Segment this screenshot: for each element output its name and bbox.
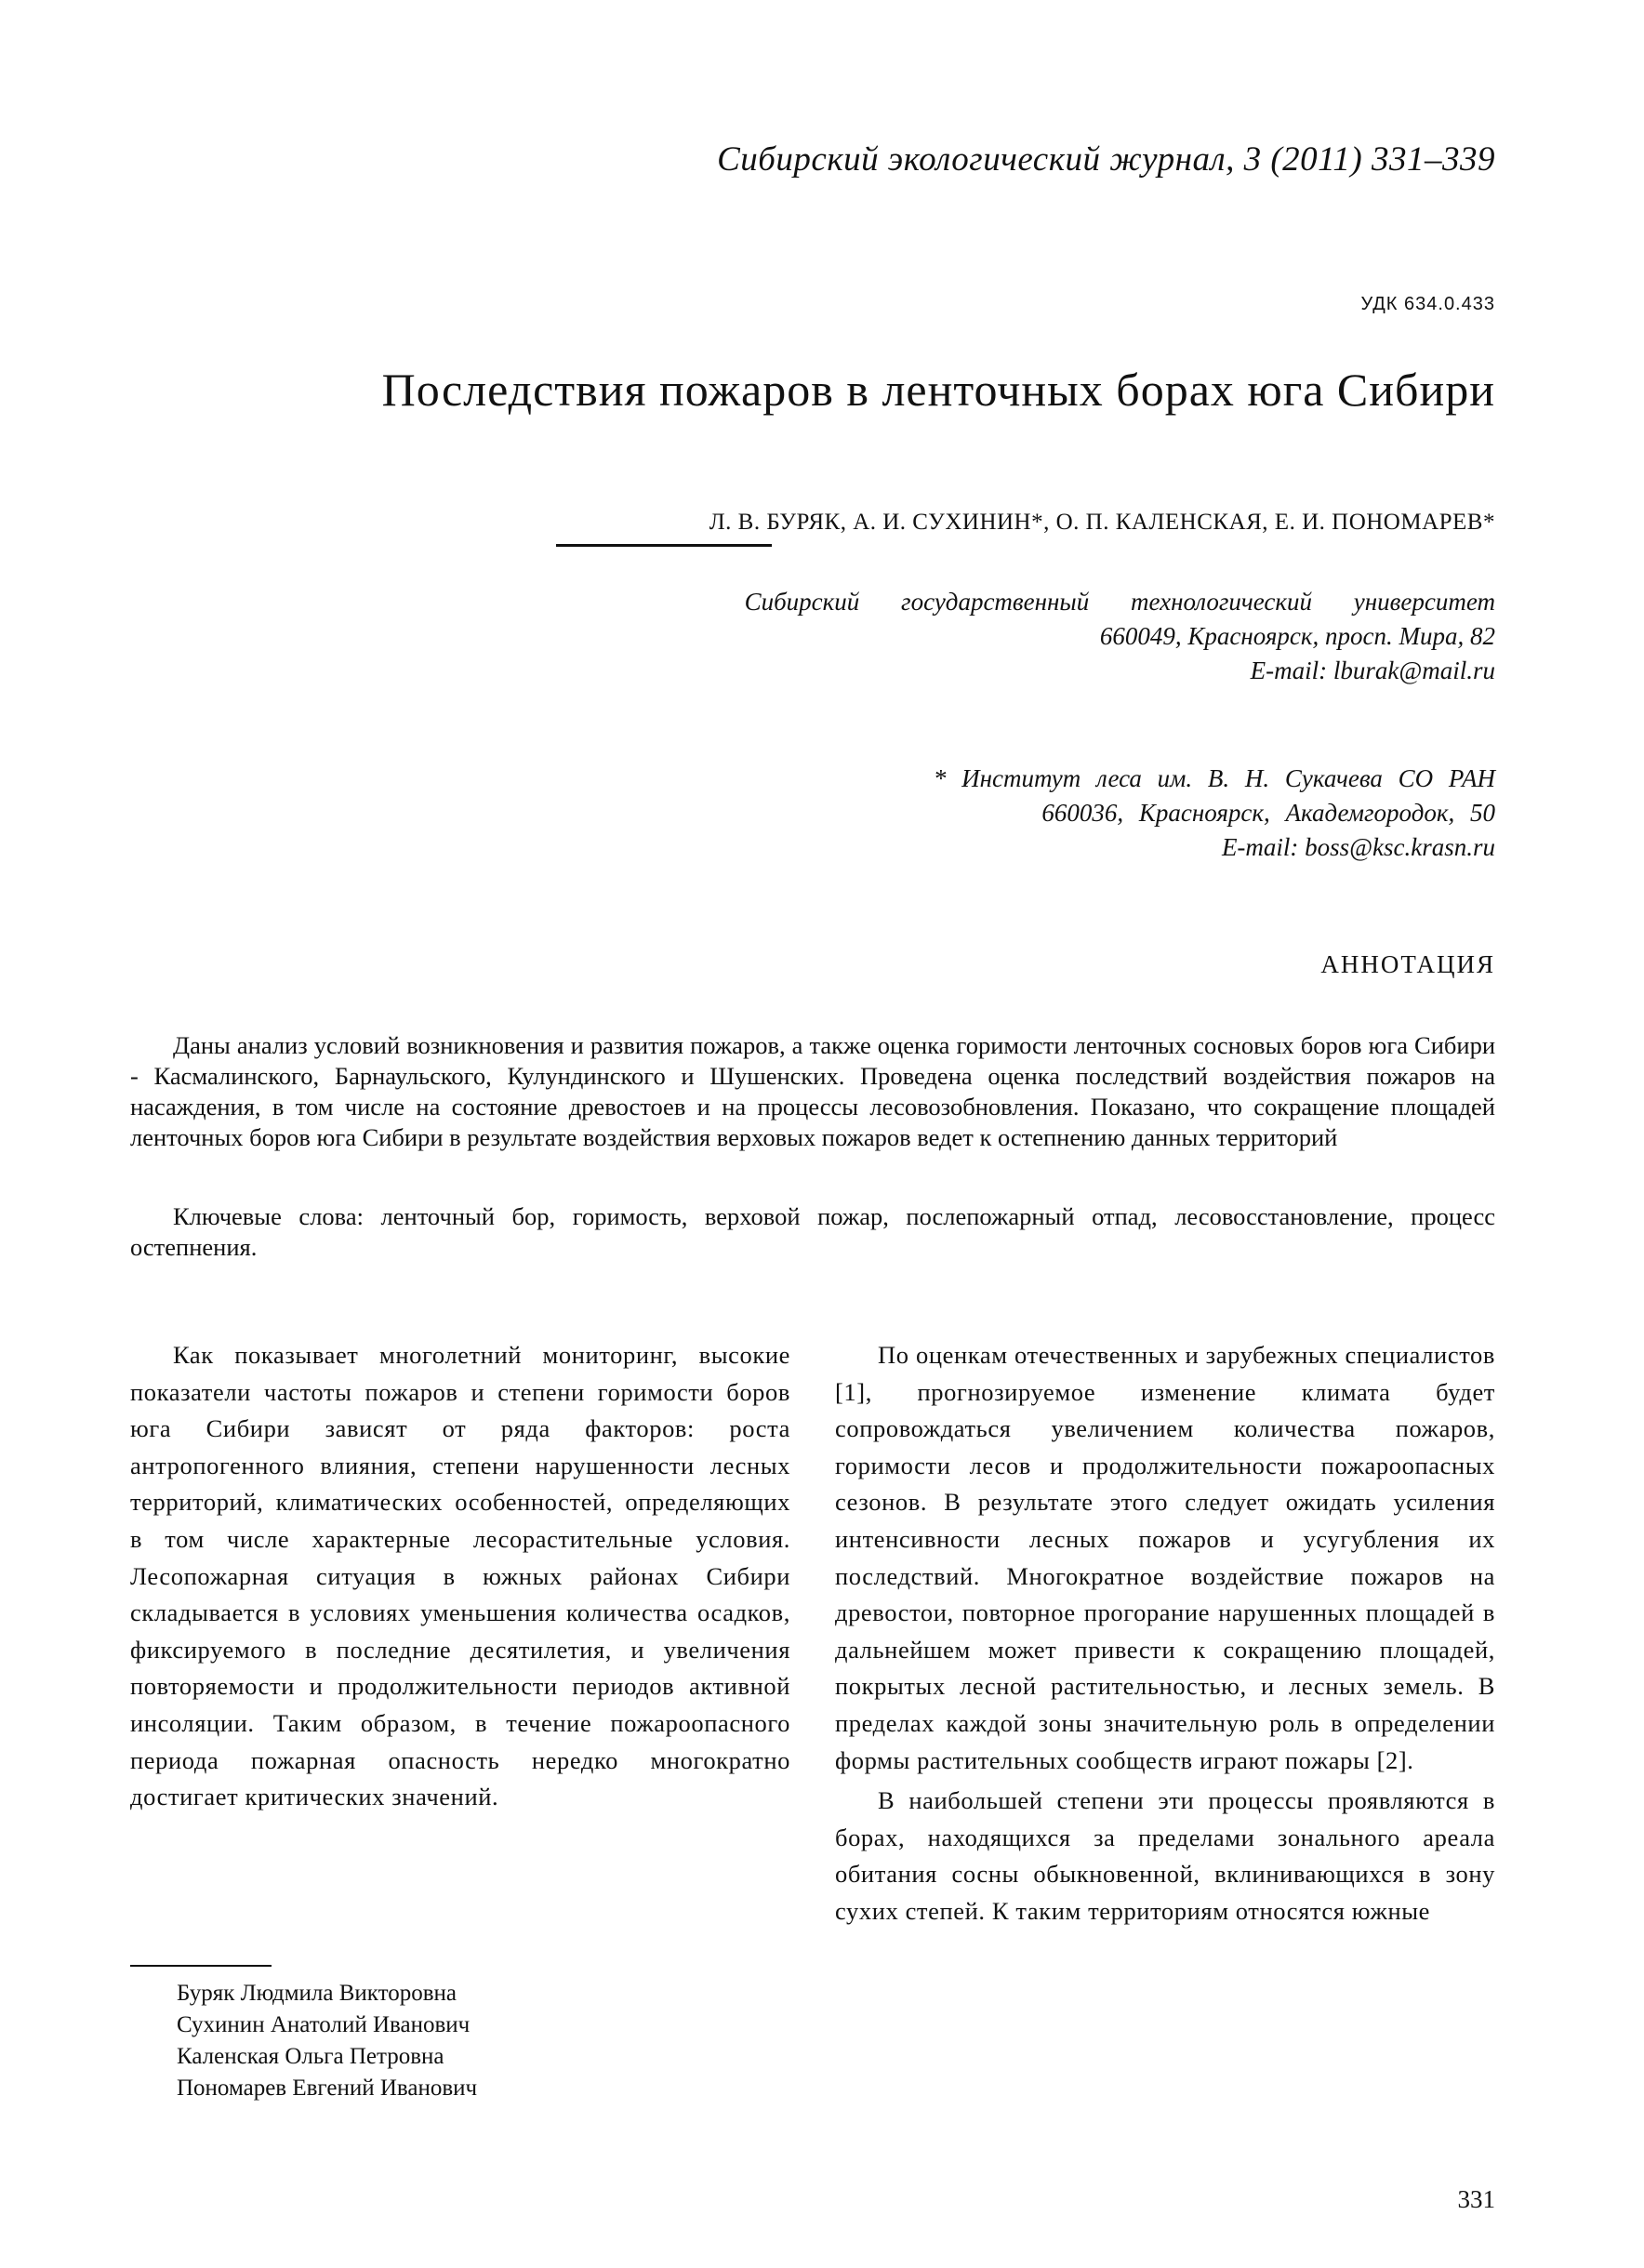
- body-column-left: [130, 1337, 790, 1816]
- affiliation-2: [934, 764, 1495, 862]
- udk-code: УДК 634.0.433: [1360, 294, 1495, 314]
- abstract-text: Даны анализ условий возникновения и развития пожаров, а также оценка горимости ленточных сосновых боров юга Сибири - Касмалинского, Барнаульского, Кулундинского и Шушенских. Проведена оценка последствий воздействия пожаров на насаждения, в том числе на состояние древостоев и на процессы лесовозобновления. Показано, что сокращение площадей ленточных боров юга Сибири в результате воздействия верховых пожаров ведет к остепнению данных территорий: [130, 1031, 1495, 1151]
- author-footnote: [177, 1978, 477, 2104]
- page-number: 331: [1457, 2185, 1495, 2213]
- affiliation-1-email: E-mail: lburak@mail.ru: [1250, 657, 1495, 684]
- footnote-author: Буряк Людмила Викторовна: [177, 1981, 457, 2006]
- author-underline: [556, 544, 772, 547]
- affiliation-2-email: E-mail: boss@ksc.krasn.ru: [1221, 833, 1495, 861]
- affiliation-2-address: 660036, Красноярск, Академгородок, 50: [1041, 799, 1495, 827]
- body-paragraph: В наибольшей степени эти процессы проявляются в борах, находящихся за пределами зонального ареала обитания сосны обыкновенной, вклинивающихся в зону сухих степей. К таким территориям относятся южные: [835, 1786, 1495, 1925]
- footnote-rule: [130, 1965, 272, 1967]
- author-list: Л. В. БУРЯК, А. И. СУХИНИН*, О. П. КАЛЕНСКАЯ, Е. И. ПОНОМАРЕВ*: [709, 510, 1495, 535]
- footnote-author: Сухинин Анатолий Иванович: [177, 2012, 471, 2037]
- abstract-heading: АННОТАЦИЯ: [1320, 950, 1495, 978]
- body-column-right: [835, 1337, 1495, 1930]
- affiliation-1: [745, 588, 1495, 685]
- paper-title: Последствия пожаров в ленточных борах юга Сибири: [381, 364, 1495, 416]
- journal-citation: Сибирский экологический журнал, 3 (2011) 331–339: [717, 140, 1495, 179]
- body-paragraph: По оценкам отечественных и зарубежных специалистов [1], прогнозируемое изменение климата будет сопровождаться увеличением количества пожаров, горимости лесов и продолжительности пожароопасных сезонов. В результате этого следует ожидать усиления интенсивности лесных пожаров и усугубления их последствий. Многократное воздействие пожаров на древостои, повторное прогорание нарушенных площадей в дальнейшем может привести к сокращению площадей, покрытых лесной растительностью, и лесных земель. В пределах каждой зоны значительную роль в определении формы растительных сообществ играют пожары [2].: [835, 1341, 1495, 1774]
- affiliation-2-org: * Институт леса им. В. Н. Сукачева СО РАН: [933, 764, 1495, 792]
- body-paragraph: Как показывает многолетний мониторинг, высокие показатели частоты пожаров и степени горимости боров юга Сибири зависят от ряда факторов: роста антропогенного влияния, степени нарушенности лесных территорий, климатических особенностей, определяющих в том числе характерные лесорастительные условия. Лесопожарная ситуация в южных районах Сибири складывается в условиях уменьшения количества осадков, фиксируемого в последние десятилетия, и увеличения повторяемости и продолжительности периодов активной инсоляции. Таким образом, в течение пожароопасного периода пожарная опасность нередко многократно достигает критических значений.: [130, 1341, 790, 1811]
- footnote-author: Пономарев Евгений Иванович: [177, 2076, 478, 2101]
- affiliation-1-address: 660049, Красноярск, просп. Мира, 82: [1099, 622, 1495, 650]
- footnote-author: Каленская Ольга Петровна: [177, 2044, 444, 2069]
- affiliation-1-org: Сибирский государственный технологический университет: [744, 588, 1495, 616]
- keywords-text: Ключевые слова: ленточный бор, горимость, верховой пожар, послепожарный отпад, лесовосстановление, процесс остепнения.: [130, 1202, 1495, 1261]
